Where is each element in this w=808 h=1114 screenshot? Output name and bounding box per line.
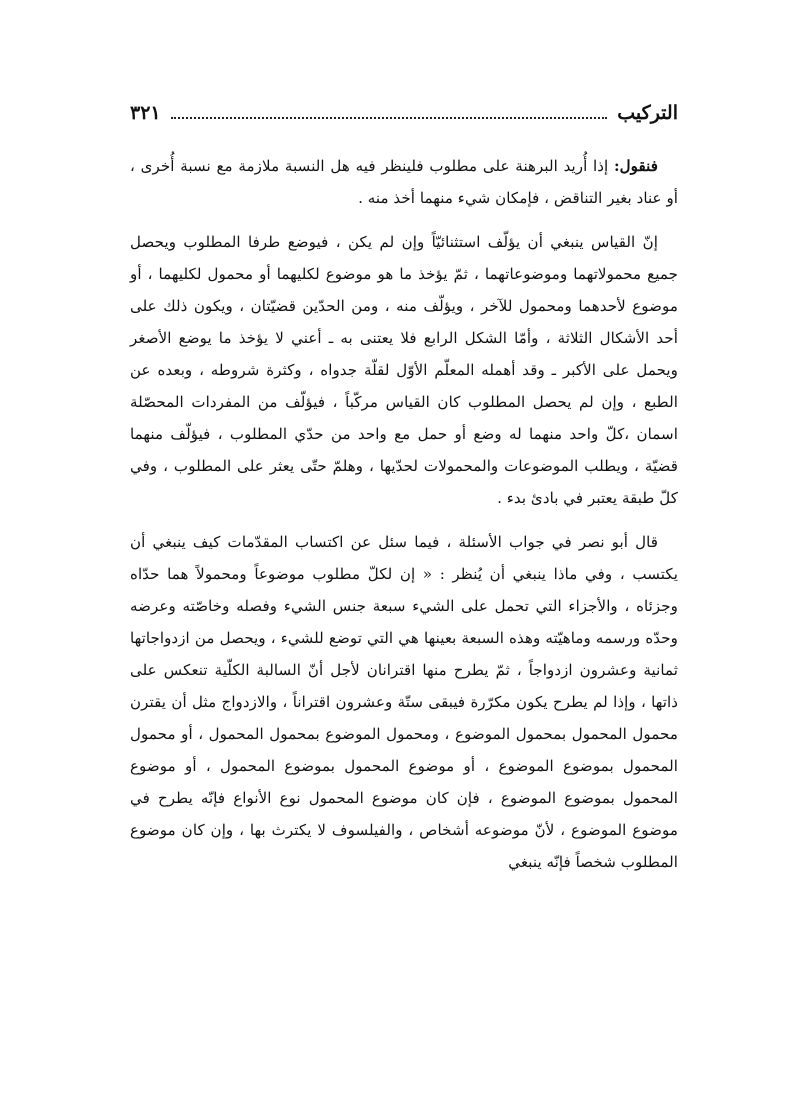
paragraph xyxy=(130,150,678,214)
running-header xyxy=(130,96,678,130)
paragraph-lead-word: فنقول: xyxy=(613,157,658,175)
page-number: ٣٢١ xyxy=(130,102,161,124)
paragraph-text: إذا أُريد البرهنة على مطلوب فلينظر فيه هل النسبة ملازمة مع نسبة أُخرى ، أو عناد بغير التناقض ، فإمكان شيء منهما أخذ منه . xyxy=(130,157,678,207)
dotted-leader xyxy=(171,117,608,119)
paragraph xyxy=(130,526,678,878)
chapter-title: التركيب xyxy=(617,102,678,124)
paragraph-text: إنّ القياس ينبغي أن يؤلّف استثنائيّاً وإن لم يكن ، فيوضع طرفا المطلوب ويحصل جميع محمولاتهما وموضوعاتهما ، ثمّ يؤخذ ما هو موضوع لكليهما أو محمول لكليهما ، أو موضوع لأحدهما ومحمول للآخر ، ويؤلّف منه ، ومن الحدّين قضيّتان ، ويكون ذلك على أحد الأشكال الثلاثة ، وأمّا الشكل الرابع فلا يعتنى به ـ أعني لا يؤخذ ما يوضع الأصغر ويحمل على الأكبر ـ وقد أهمله المعلّم الأوّل لقلّة جدواه ، وكثرة شروطه ، وبعده عن الطبع ، وإن لم يحصل المطلوب كان القياس مركّباً ، فيؤلّف من المفردات المحصّلة اسمان ،كلّ واحد منهما له وضع أو حمل مع واحد من حدّي المطلوب ، فيؤلّف منهما قضيّة ، ويطلب الموضوعات والمحمولات لحدّيها ، وهلمّ حتّى يعثر على المطلوب ، وفي كلّ طبقة يعتبر في بادئ بدء . xyxy=(130,233,678,507)
paragraph-text: قال أبو نصر في جواب الأسئلة ، فيما سئل عن اكتساب المقدّمات كيف ينبغي أن يكتسب ، وفي ماذا ينبغي أن يُنظر : « إن لكلّ مطلوب موضوعاً ومحمولاً هما حدّاه وجزئاه ، والأجزاء التي تحمل على الشيء سبعة جنس الشيء وفصله وخاصّته وعرضه وحدّه ورسمه وماهيّته وهذه السبعة بعينها هي التي توضع للشيء ، ويحصل من ازدواجاتها ثمانية وعشرون ازدواجاً ، ثمّ يطرح منها اقترانان لأجل أنّ السالبة الكلّية تنعكس على ذاتها ، وإذا لم يطرح يكون مكرّرة فيبقى ستّة وعشرون اقتراناً ، والازدواج مثل أن يقترن محمول المحمول بمحمول الموضوع ، ومحمول الموضوع بمحمول المحمول ، أو محمول المحمول بموضوع الموضوع ، أو موضوع المحمول بموضوع المحمول ، أو موضوع المحمول بموضوع الموضوع ، فإن كان موضوع المحمول نوع الأنواع فإنّه يطرح في موضوع الموضوع ، لأنّ موضوعه أشخاص ، والفيلسوف لا يكترث بها ، وإن كان موضوع المطلوب شخصاً فإنّه ينبغي xyxy=(130,533,678,871)
paragraph xyxy=(130,226,678,514)
body-text xyxy=(130,150,678,878)
